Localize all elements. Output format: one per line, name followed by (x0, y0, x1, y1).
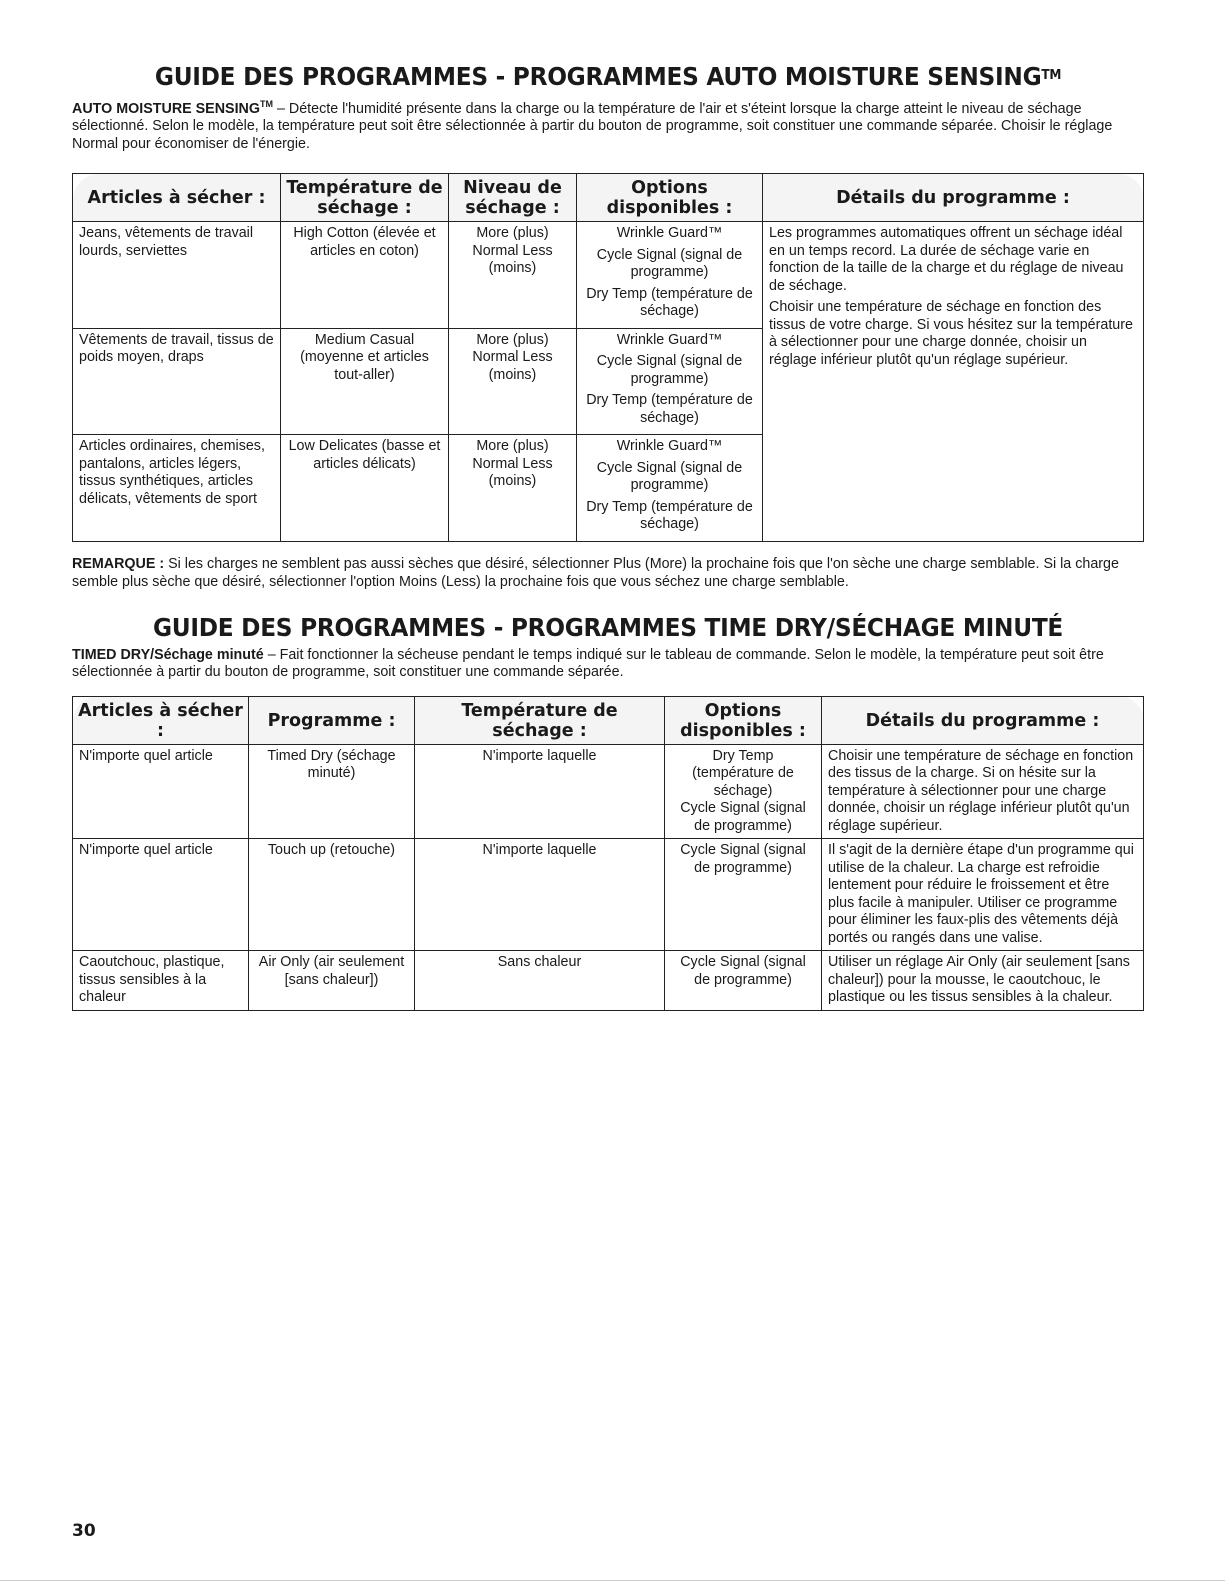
cell-programme: Touch up (retouche) (249, 839, 415, 951)
table-row (73, 744, 1144, 839)
option-line: Cycle Signal (signal de programme) (596, 459, 743, 494)
cell-temperature: Sans chaleur (415, 951, 665, 1011)
cell-options (577, 222, 763, 329)
cell-niveau: More (plus) Normal Less (moins) (449, 435, 577, 542)
cell-articles: Caoutchouc, plastique, tissus sensibles à la chaleur (73, 951, 249, 1011)
cell-programme: Air Only (air seulement [sans chaleur]) (249, 951, 415, 1011)
option-line: Dry Temp (température de séchage) (586, 498, 753, 533)
header-details: Détails du programme : (763, 174, 1144, 222)
section1-intro-lead: AUTO MOISTURE SENSING™ (72, 99, 273, 117)
option-line: Cycle Signal (signal de programme) (680, 954, 806, 988)
cell-options (665, 744, 822, 839)
cell-temperature: High Cotton (élevée et articles en coton) (281, 222, 449, 329)
header-options: Options disponibles : (577, 174, 763, 222)
cell-details: Utiliser un réglage Air Only (air seulement [sans chaleur]) pour la mousse, le caoutchouc, le plastique ou les tissus sensibles à la chaleur. (822, 951, 1144, 1011)
option-line: Wrinkle Guard™ (616, 225, 723, 242)
cell-temperature: Low Delicates (basse et articles délicats) (281, 435, 449, 542)
option-line: Wrinkle Guard™ (616, 331, 723, 348)
header-options: Options disponibles : (665, 696, 822, 744)
cell-options (665, 839, 822, 951)
option-line: Wrinkle Guard™ (616, 438, 723, 455)
section2-intro-lead: TIMED DRY/Séchage minuté (72, 646, 264, 663)
header-programme: Programme : (249, 696, 415, 744)
section2-intro: TIMED DRY/Séchage minuté – Fait fonctionner la sécheuse pendant le temps indiqué sur le tableau de commande. Selon le modèle, la température peut soit être sélectionnée à partir du bouton de programme, soit constituer une commande séparée. (72, 646, 1104, 681)
header-niveau: Niveau de séchage : (449, 174, 577, 222)
cell-options (665, 951, 822, 1011)
cell-options (577, 435, 763, 542)
table-row (73, 222, 1144, 329)
cell-articles: Articles ordinaires, chemises, pantalons, articles légers, tissus synthétiques, articles délicats, vêtements de sport (73, 435, 281, 542)
cell-articles: Vêtements de travail, tissus de poids moyen, draps (73, 328, 281, 435)
header-articles: Articles à sécher : (73, 174, 281, 222)
option-line: Dry Temp (température de séchage) (586, 392, 753, 426)
section1-intro: AUTO MOISTURE SENSING™ – Détecte l'humidité présente dans la charge ou la température de l'air et s'éteint lorsque la charge atteint le niveau de séchage sélectionné. Selon le modèle, la température peut soit être sélectionnée à partir du bouton de programme, soit constituer une commande séparée. Choisir le réglage Normal pour économiser de l'énergie. (72, 99, 1113, 152)
table-header-row (73, 696, 1144, 744)
cell-articles: N'importe quel article (73, 744, 249, 839)
option-line: Cycle Signal (signal de programme) (596, 246, 743, 281)
timed-dry-table (72, 696, 1144, 1011)
header-temperature: Température de séchage : (281, 174, 449, 222)
cell-details: Il s'agit de la dernière étape d'un programme qui utilise de la chaleur. La charge est refroidie lentement pour réduire le froissement et être plus facile à manipuler. Utiliser ce programme pour éliminer les faux-plis des vêtements déjà portés ou rangés dans une valise. (822, 839, 1144, 951)
auto-moisture-table (72, 173, 1144, 542)
option-line: Cycle Signal (signal de programme) (680, 842, 806, 876)
option-line: Dry Temp (température de séchage) (692, 747, 794, 799)
section2-title: GUIDE DES PROGRAMMES - PROGRAMMES TIME DRY/SÉCHAGE MINUTÉ (152, 612, 1064, 642)
header-details: Détails du programme : (822, 696, 1144, 744)
header-articles: Articles à sécher : (73, 696, 249, 744)
table-row (73, 951, 1144, 1011)
page-number: 30 (72, 1521, 96, 1541)
cell-options (577, 328, 763, 435)
section1-title: GUIDE DES PROGRAMMES - PROGRAMMES AUTO MOISTURE SENSING™ (154, 62, 1062, 91)
cell-temperature: N'importe laquelle (415, 839, 665, 951)
option-line: Dry Temp (température de séchage) (586, 285, 753, 320)
details-paragraph: Les programmes automatiques offrent un séchage idéal en un temps record. La durée de séchage varie en fonction de la taille de la charge et du réglage de niveau de séchage. (769, 225, 1124, 294)
cell-articles: Jeans, vêtements de travail lourds, serviettes (73, 222, 281, 329)
table-row (73, 839, 1144, 951)
option-line: Cycle Signal (signal de programme) (680, 800, 806, 834)
cell-programme: Timed Dry (séchage minuté) (249, 744, 415, 839)
note-lead: REMARQUE : (72, 555, 165, 572)
bottom-rule (0, 1580, 1225, 1581)
table-header-row (73, 174, 1144, 222)
manual-page (72, 62, 1144, 1011)
details-paragraph: Choisir une température de séchage en fonction des tissus de votre charge. Si vous hésitez sur la température à sélectionner pour une charge donnée, choisir un réglage inférieur plutôt qu'un réglage supérieur. (769, 299, 1133, 368)
cell-details: Choisir une température de séchage en fonction des tissus de la charge. Si on hésite sur la température à sélectionner pour une charge donnée, choisir un réglage inférieur plutôt qu'un réglage supérieur. (822, 744, 1144, 839)
cell-articles: N'importe quel article (73, 839, 249, 951)
option-line: Cycle Signal (signal de programme) (596, 353, 743, 387)
cell-niveau: More (plus) Normal Less (moins) (449, 328, 577, 435)
cell-temperature: Medium Casual (moyenne et articles tout-aller) (281, 328, 449, 435)
header-temperature: Température de séchage : (415, 696, 665, 744)
remarque-note: REMARQUE : Si les charges ne semblent pas aussi sèches que désiré, sélectionner Plus (More) la prochaine fois que l'on sèche une charge semblable. Si la charge semble plus sèche que désiré, sélectionner l'option Moins (Less) la prochaine fois que vous séchez une charge semblable. (72, 555, 1119, 590)
cell-temperature: N'importe laquelle (415, 744, 665, 839)
cell-details (763, 222, 1144, 542)
cell-niveau: More (plus) Normal Less (moins) (449, 222, 577, 329)
